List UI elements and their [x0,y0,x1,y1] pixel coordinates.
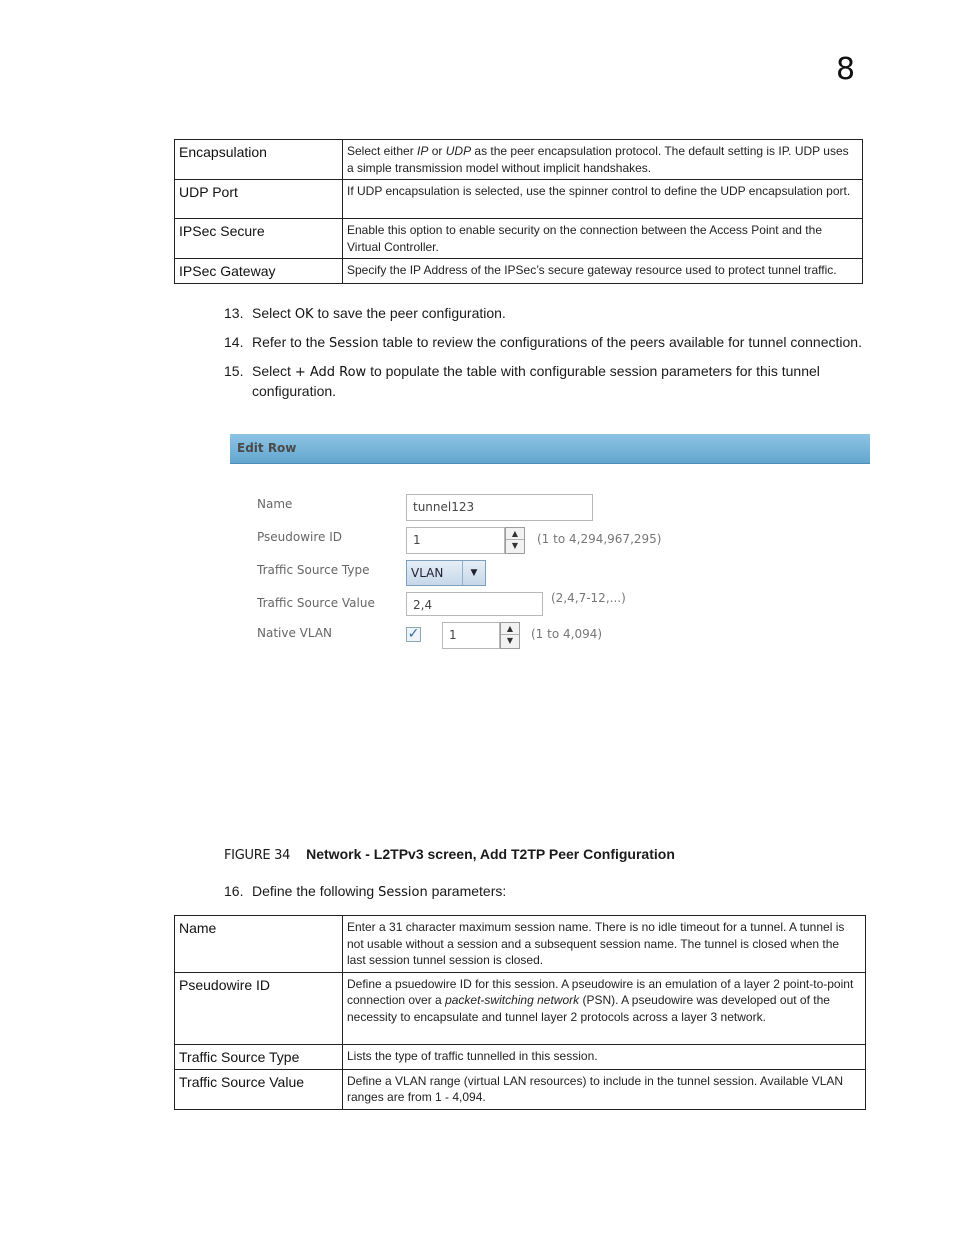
native-vlan-spinner[interactable] [500,622,520,649]
step-13 [224,304,864,324]
param-description: Define a psuedowire ID for this session. A pseudowire is an emulation of a layer 2 point-to-point connection over a packet-switching network (PSN). A pseudowire was developed out of the necessity to encapsulate and tunnel layer 2 protocols across a layer 3 network. [343,972,866,1044]
step-number: 16. [224,883,244,899]
param-description: Enable this option to enable security on the connection between the Access Point and the Virtual Controller. [343,219,863,259]
native-vlan-input[interactable]: 1 [442,622,500,649]
peer-parameters-table [174,139,863,284]
native-vlan-label: Native VLAN [257,626,333,640]
pseudowire-id-hint: (1 to 4,294,967,295) [537,532,662,546]
param-name: Encapsulation [175,140,343,180]
param-name: IPSec Gateway [175,259,343,284]
pseudowire-id-spinner[interactable] [505,527,525,554]
table-row [175,1069,866,1109]
step-number: 13. [224,305,244,321]
param-name: Name [175,916,343,973]
param-name: UDP Port [175,180,343,219]
spinner-up-icon[interactable]: ▲ [501,623,519,635]
selected-value: VLAN [411,566,444,580]
figure-title: Network - L2TPv3 screen, Add T2TP Peer Configuration [306,846,675,862]
name-label: Name [257,497,293,511]
native-vlan-checkbox[interactable] [406,627,421,642]
traffic-source-type-select[interactable] [406,560,486,586]
dialog-header [230,434,870,464]
step-text: Select + Add Row to populate the table with configurable session parameters for this tunnel configuration. [252,363,820,399]
step-text: Select OK to save the peer configuration. [252,305,506,322]
spinner-down-icon[interactable]: ▼ [511,541,519,550]
step-text: Refer to the Session table to review the configurations of the peers available for tunnel connection. [252,334,862,351]
table-row [175,1044,866,1069]
name-input[interactable]: tunnel123 [406,494,593,521]
procedure-steps [224,304,864,410]
table-row [175,916,866,973]
step-14 [224,333,864,353]
chapter-number: 8 [836,52,856,87]
session-keyword: Session [329,336,379,351]
traffic-source-value-input[interactable]: 2,4 [406,592,543,616]
param-description: Specify the IP Address of the IPSec’s secure gateway resource used to protect tunnel traffic. [343,259,863,284]
table-row [175,180,863,219]
chevron-down-icon[interactable]: ▼ [462,561,485,585]
spinner-up-icon[interactable]: ▲ [506,528,524,540]
native-vlan-hint: (1 to 4,094) [531,627,603,641]
pseudowire-id-input[interactable]: 1 [406,527,505,554]
table-row [175,972,866,1044]
param-description: Select either IP or UDP as the peer encapsulation protocol. The default setting is IP. UDP uses a simple transmission model without implicit handshakes. [343,140,863,180]
session-keyword: Session [378,885,428,900]
param-description: Lists the type of traffic tunnelled in this session. [343,1044,866,1069]
pseudowire-id-label: Pseudowire ID [257,530,343,544]
spinner-down-icon[interactable]: ▼ [506,636,514,645]
step-number: 14. [224,334,244,350]
session-parameters-table [174,915,866,1110]
step-15 [224,362,864,401]
table-row [175,219,863,259]
param-name: Traffic Source Type [175,1044,343,1069]
figure-label: FIGURE 34 [224,848,291,863]
step-16 [224,883,506,900]
traffic-source-type-label: Traffic Source Type [257,563,370,577]
param-name: IPSec Secure [175,219,343,259]
figure-caption [224,846,675,863]
edit-row-dialog [230,434,870,674]
param-description: Enter a 31 character maximum session name. There is no idle timeout for a tunnel. A tunnel is not usable without a session and a subsequent session name. The tunnel is closed when the last session tunnel session is closed. [343,916,866,973]
param-description: If UDP encapsulation is selected, use the spinner control to define the UDP encapsulation port. [343,180,863,219]
ok-keyword: OK [294,307,314,322]
param-name: Traffic Source Value [175,1069,343,1109]
traffic-source-value-hint: (2,4,7-12,...) [551,591,626,605]
step-text: Define the following Session parameters: [252,883,507,900]
param-description: Define a VLAN range (virtual LAN resources) to include in the tunnel session. Available VLAN ranges are from 1 - 4,094. [343,1069,866,1109]
table-row [175,140,863,180]
step-number: 15. [224,363,244,379]
checkmark-icon: ✓ [407,626,420,642]
traffic-source-value-label: Traffic Source Value [257,596,375,610]
add-row-keyword: + Add Row [294,365,367,380]
table-row [175,259,863,284]
param-name: Pseudowire ID [175,972,343,1044]
dialog-title: Edit Row [237,441,297,455]
